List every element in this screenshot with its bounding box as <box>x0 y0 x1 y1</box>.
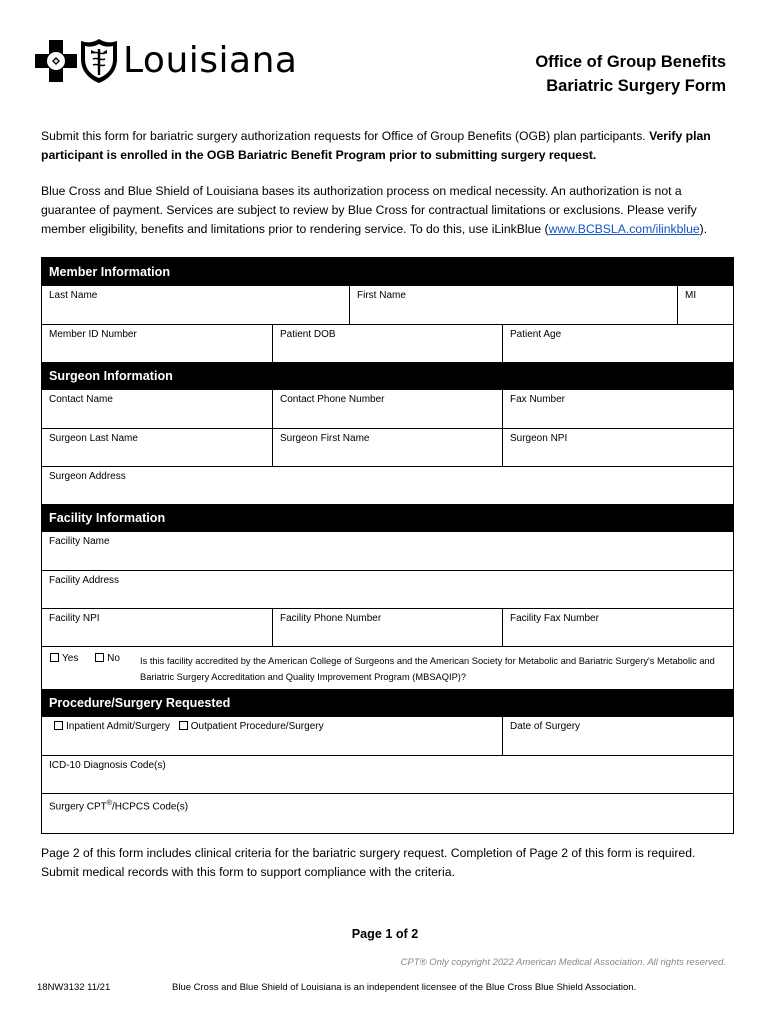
surgeon-info-heading: Surgeon Information <box>42 362 733 390</box>
inpatient-checkbox[interactable] <box>54 721 63 730</box>
title-line-1: Office of Group Benefits <box>535 53 726 71</box>
procedure-row-2 <box>42 755 733 793</box>
facility-npi-field[interactable]: Facility NPI <box>49 613 100 624</box>
blue-cross-icon <box>35 40 77 82</box>
intro-paragraph-1 <box>41 127 731 165</box>
page-number: Page 1 of 2 <box>351 927 419 941</box>
facility-fax-field[interactable]: Facility Fax Number <box>502 609 733 646</box>
logo-wordmark: Louisiana <box>123 40 298 81</box>
accreditation-question: Is this facility accredited by the American College of Surgeons and the American Society for Metabolic and Bariatric Surgery's Metabolic and Bariatric Surgery Accreditation and Quality Improvement Program (MBSAQIP)? <box>140 656 715 682</box>
yes-label: Yes <box>62 653 79 664</box>
procedure-type-field <box>42 717 502 755</box>
contact-phone-field[interactable]: Contact Phone Number <box>272 390 502 428</box>
surgeon-row-3 <box>42 466 733 504</box>
surgeon-fax-field[interactable]: Fax Number <box>502 390 733 428</box>
yes-option[interactable] <box>50 653 78 664</box>
yes-checkbox[interactable] <box>50 653 59 662</box>
mi-field[interactable]: MI <box>677 286 733 324</box>
form-table <box>41 257 734 834</box>
form-code: 18NW3132 11/21 <box>37 982 111 993</box>
inpatient-label: Inpatient Admit/Surgery <box>66 721 170 732</box>
surgeon-address-field[interactable]: Surgeon Address <box>49 471 126 482</box>
procedure-row-3 <box>42 793 733 833</box>
cpt-hcpcs-field[interactable] <box>42 794 733 833</box>
surgeon-npi-field[interactable]: Surgeon NPI <box>502 429 733 466</box>
procedure-heading: Procedure/Surgery Requested <box>42 689 733 717</box>
facility-row-3 <box>42 608 733 646</box>
member-info-heading: Member Information <box>42 258 733 286</box>
date-of-surgery-field[interactable]: Date of Surgery <box>502 717 733 755</box>
registered-mark: ® <box>106 800 112 807</box>
patient-dob-field[interactable]: Patient DOB <box>272 325 502 362</box>
cpt-label: Surgery CPT <box>49 801 107 813</box>
licensee-disclaimer: Blue Cross and Blue Shield of Louisiana is an independent licensee of the Blue Cross Blue Shield Association. <box>172 982 637 993</box>
icd10-field[interactable]: ICD-10 Diagnosis Code(s) <box>49 760 166 771</box>
facility-name-field[interactable]: Facility Name <box>49 536 110 547</box>
facility-address-field[interactable]: Facility Address <box>49 575 120 586</box>
no-label: No <box>107 653 120 664</box>
blue-shield-icon <box>81 39 117 83</box>
no-option[interactable] <box>95 653 120 664</box>
member-id-field[interactable]: Member ID Number <box>49 329 137 340</box>
surgeon-row-1 <box>42 390 733 428</box>
form-title <box>535 50 726 98</box>
accreditation-options <box>42 647 138 689</box>
intro-text <box>41 127 731 256</box>
last-name-field[interactable]: Last Name <box>49 290 98 301</box>
hcpcs-label: /HCPCS Code(s) <box>111 801 189 813</box>
outpatient-checkbox[interactable] <box>179 721 188 730</box>
intro-p2-text: Blue Cross and Blue Shield of Louisiana bases its authorization process on medical necessity. An authorization is not a guarantee of payment. Services are subject to review by Blue Cross for contractual limitations or exclusions. Please verify member eligibility, benefits and limitations prior to rendering service. To do this, use iLinkBlue ( <box>41 184 697 236</box>
outpatient-label: Outpatient Procedure/Surgery <box>190 721 324 732</box>
first-name-field[interactable]: First Name <box>349 286 677 324</box>
facility-phone-field[interactable]: Facility Phone Number <box>272 609 502 646</box>
member-row-2 <box>42 324 733 362</box>
intro-p1-text: Submit this form for bariatric surgery authorization requests for Office of Group Benefits (OGB) plan participants. <box>41 129 650 143</box>
surgeon-row-2 <box>42 428 733 466</box>
title-line-2: Bariatric Surgery Form <box>546 77 726 95</box>
contact-name-field[interactable]: Contact Name <box>49 394 113 405</box>
facility-row-1 <box>42 532 733 570</box>
member-row-1 <box>42 286 733 324</box>
cpt-copyright: CPT® Only copyright 2022 American Medical Association. All rights reserved. <box>400 957 726 968</box>
patient-age-field[interactable]: Patient Age <box>502 325 733 362</box>
intro-p2-end: ). <box>699 222 708 236</box>
bcbsla-logo <box>35 38 297 84</box>
closing-text: Page 2 of this form includes clinical criteria for the bariatric surgery request. Completion of Page 2 of this form is required. Submit medical records with this form to support compliance with the criteria. <box>41 846 696 879</box>
intro-paragraph-2 <box>41 182 731 239</box>
facility-accreditation-row <box>42 646 733 689</box>
intro-p1-bold: Verify plan participant is enrolled in the OGB Bariatric Benefit Program prior to submitting surgery request. <box>41 129 711 162</box>
facility-info-heading: Facility Information <box>42 504 733 532</box>
facility-row-2 <box>42 570 733 608</box>
no-checkbox[interactable] <box>95 653 104 662</box>
surgeon-first-name-field[interactable]: Surgeon First Name <box>272 429 502 466</box>
surgeon-last-name-field[interactable]: Surgeon Last Name <box>49 433 138 444</box>
procedure-row-1 <box>42 717 733 755</box>
ilinkblue-link[interactable]: www.BCBSLA.com/ilinkblue <box>548 222 700 236</box>
